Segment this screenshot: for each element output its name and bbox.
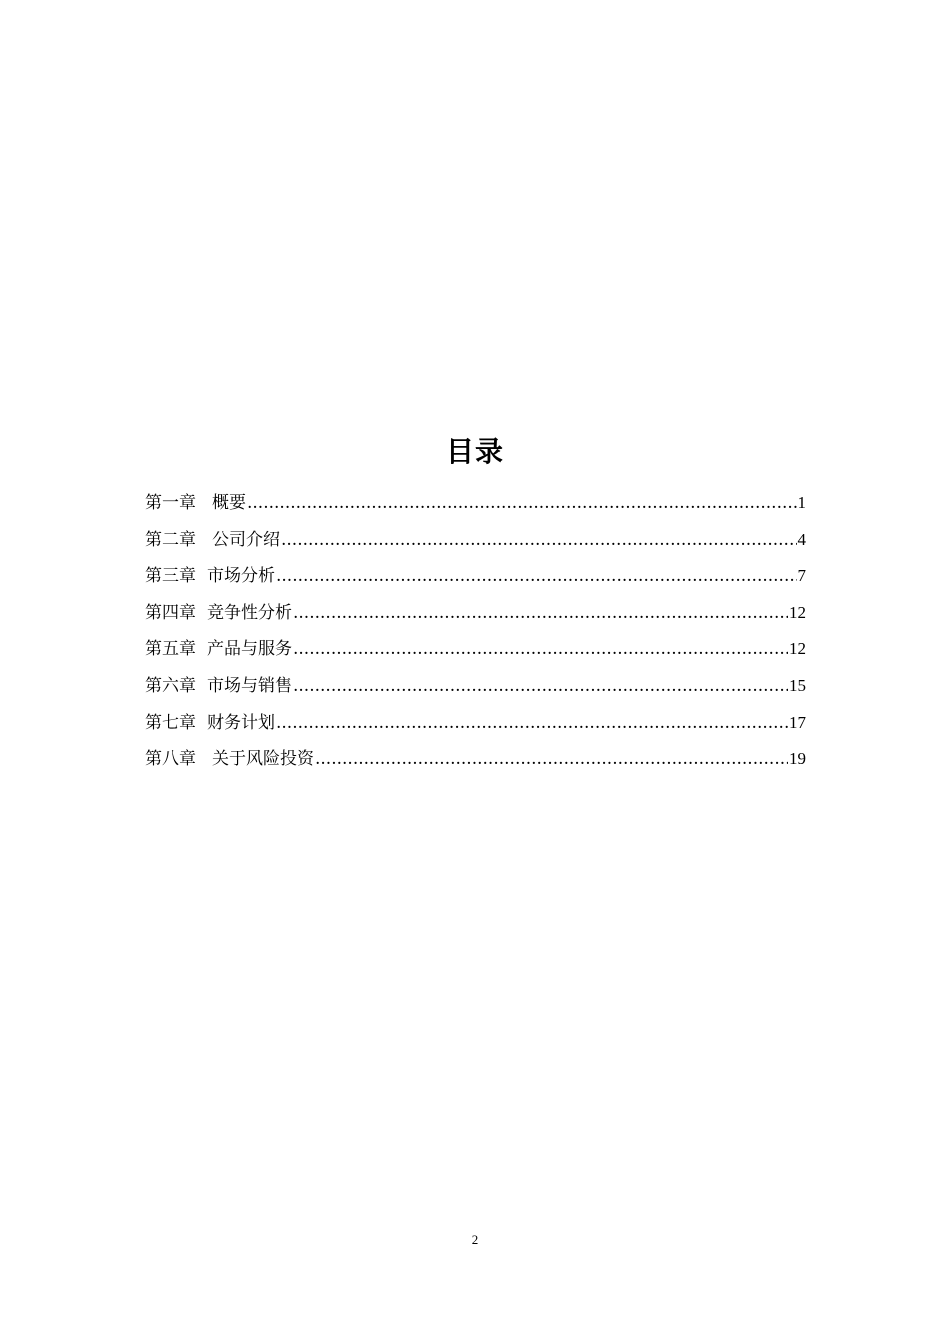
toc-title: 目录 [445, 435, 504, 468]
toc-dot-leader [276, 563, 797, 589]
toc-entry[interactable] [145, 527, 806, 564]
toc-chapter-title: 公司介绍 [212, 529, 280, 550]
toc-chapter-title: 财务计划 [207, 712, 275, 733]
table-of-contents [145, 490, 806, 783]
toc-page-number: 15 [789, 675, 806, 695]
toc-entry[interactable] [145, 673, 806, 710]
toc-page-number: 19 [789, 749, 806, 769]
toc-chapter-title: 产品与服务 [207, 639, 292, 660]
toc-chapter-title: 概要 [212, 493, 246, 513]
toc-entry[interactable] [145, 746, 806, 783]
toc-entry[interactable] [145, 563, 806, 600]
toc-chapter-title: 竞争性分析 [207, 602, 292, 623]
toc-chapter-number: 第一章 [145, 493, 196, 513]
toc-dot-leader [293, 600, 788, 626]
toc-chapter-title: 市场分析 [207, 566, 275, 587]
toc-dot-leader [281, 527, 797, 553]
toc-chapter-title: 关于风险投资 [212, 749, 314, 770]
toc-page-number: 7 [797, 566, 806, 586]
toc-entry[interactable] [145, 636, 806, 673]
toc-entry[interactable] [145, 490, 806, 527]
toc-dot-leader [247, 490, 797, 516]
toc-dot-leader [315, 746, 788, 772]
toc-chapter-number: 第七章 [145, 712, 196, 733]
toc-chapter-number: 第五章 [145, 639, 196, 660]
toc-dot-leader [293, 636, 788, 662]
toc-chapter-number: 第二章 [145, 529, 196, 550]
toc-chapter-number: 第八章 [145, 749, 196, 770]
toc-chapter-number: 第六章 [145, 675, 196, 696]
toc-dot-leader [276, 710, 788, 736]
toc-page-number: 12 [789, 639, 806, 659]
toc-page-number: 4 [797, 529, 806, 549]
toc-chapter-title: 市场与销售 [207, 675, 292, 696]
toc-entry[interactable] [145, 600, 806, 637]
toc-chapter-number: 第三章 [145, 566, 196, 587]
toc-entry[interactable] [145, 710, 806, 747]
page-number: 2 [471, 1232, 479, 1247]
toc-dot-leader [293, 673, 788, 699]
toc-page-number: 17 [789, 712, 806, 732]
toc-chapter-number: 第四章 [145, 602, 196, 623]
toc-page-number: 12 [789, 602, 806, 622]
toc-page-number: 1 [797, 493, 806, 512]
